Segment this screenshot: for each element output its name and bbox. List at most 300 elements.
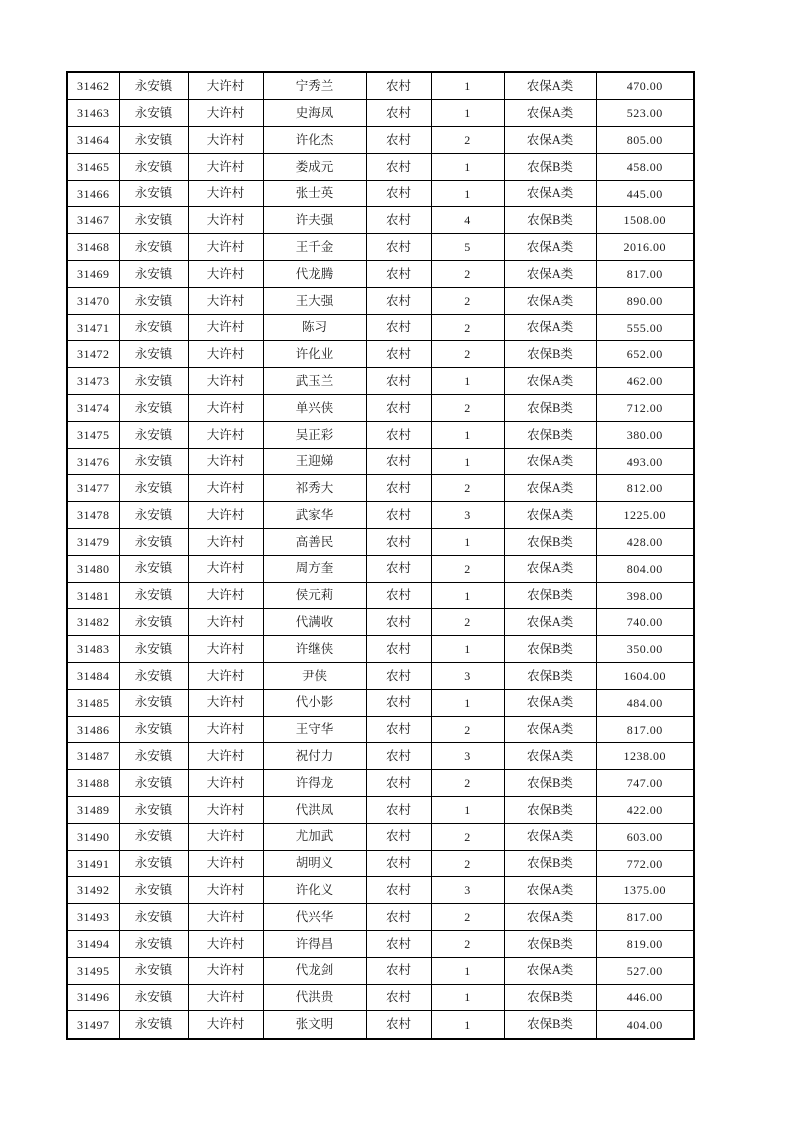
table-row	[67, 475, 694, 502]
cell-amount: 747.00	[596, 770, 694, 797]
cell-village: 大许村	[188, 984, 263, 1011]
cell-person-count: 1	[431, 72, 504, 100]
records-table	[66, 71, 695, 1040]
cell-village: 大许村	[188, 475, 263, 502]
cell-town: 永安镇	[119, 850, 188, 877]
cell-village: 大许村	[188, 314, 263, 341]
cell-person-count: 1	[431, 984, 504, 1011]
cell-residence-type: 农村	[366, 663, 431, 690]
cell-person-name: 娄成元	[263, 153, 366, 180]
table-row	[67, 1011, 694, 1039]
cell-serial-number: 31488	[67, 770, 119, 797]
cell-town: 永安镇	[119, 153, 188, 180]
table-row	[67, 850, 694, 877]
cell-town: 永安镇	[119, 502, 188, 529]
table-row	[67, 502, 694, 529]
cell-insurance-category: 农保B类	[504, 207, 596, 234]
cell-village: 大许村	[188, 261, 263, 288]
cell-person-count: 2	[431, 609, 504, 636]
cell-amount: 890.00	[596, 287, 694, 314]
cell-person-count: 2	[431, 314, 504, 341]
cell-person-count: 2	[431, 823, 504, 850]
cell-amount: 1225.00	[596, 502, 694, 529]
cell-amount: 1238.00	[596, 743, 694, 770]
cell-residence-type: 农村	[366, 877, 431, 904]
cell-serial-number: 31477	[67, 475, 119, 502]
cell-person-count: 3	[431, 743, 504, 770]
cell-town: 永安镇	[119, 475, 188, 502]
cell-insurance-category: 农保A类	[504, 234, 596, 261]
cell-person-count: 3	[431, 877, 504, 904]
table-row	[67, 716, 694, 743]
cell-residence-type: 农村	[366, 555, 431, 582]
cell-person-count: 5	[431, 234, 504, 261]
cell-town: 永安镇	[119, 368, 188, 395]
cell-person-count: 4	[431, 207, 504, 234]
cell-person-count: 1	[431, 797, 504, 824]
cell-amount: 817.00	[596, 716, 694, 743]
cell-person-name: 代兴华	[263, 904, 366, 931]
cell-person-name: 高善民	[263, 529, 366, 556]
cell-residence-type: 农村	[366, 609, 431, 636]
cell-village: 大许村	[188, 582, 263, 609]
cell-residence-type: 农村	[366, 207, 431, 234]
cell-person-name: 张文明	[263, 1011, 366, 1039]
cell-serial-number: 31489	[67, 797, 119, 824]
cell-village: 大许村	[188, 931, 263, 958]
cell-person-name: 祝付力	[263, 743, 366, 770]
cell-serial-number: 31497	[67, 1011, 119, 1039]
cell-serial-number: 31481	[67, 582, 119, 609]
cell-amount: 350.00	[596, 636, 694, 663]
cell-person-name: 侯元莉	[263, 582, 366, 609]
cell-village: 大许村	[188, 180, 263, 207]
cell-town: 永安镇	[119, 127, 188, 154]
cell-residence-type: 农村	[366, 984, 431, 1011]
cell-residence-type: 农村	[366, 180, 431, 207]
cell-insurance-category: 农保A类	[504, 609, 596, 636]
cell-person-name: 许化杰	[263, 127, 366, 154]
cell-town: 永安镇	[119, 743, 188, 770]
cell-insurance-category: 农保B类	[504, 850, 596, 877]
cell-insurance-category: 农保B类	[504, 636, 596, 663]
cell-town: 永安镇	[119, 770, 188, 797]
table-row	[67, 823, 694, 850]
cell-village: 大许村	[188, 957, 263, 984]
cell-village: 大许村	[188, 636, 263, 663]
cell-serial-number: 31487	[67, 743, 119, 770]
cell-person-count: 2	[431, 716, 504, 743]
cell-residence-type: 农村	[366, 261, 431, 288]
cell-person-count: 1	[431, 1011, 504, 1039]
cell-serial-number: 31492	[67, 877, 119, 904]
cell-residence-type: 农村	[366, 797, 431, 824]
cell-town: 永安镇	[119, 1011, 188, 1039]
table-row	[67, 207, 694, 234]
cell-person-name: 陈习	[263, 314, 366, 341]
cell-town: 永安镇	[119, 529, 188, 556]
cell-serial-number: 31469	[67, 261, 119, 288]
cell-amount: 817.00	[596, 904, 694, 931]
cell-person-name: 尤加武	[263, 823, 366, 850]
cell-amount: 603.00	[596, 823, 694, 850]
table-row	[67, 395, 694, 422]
table-row	[67, 100, 694, 127]
cell-residence-type: 农村	[366, 314, 431, 341]
cell-village: 大许村	[188, 716, 263, 743]
cell-serial-number: 31464	[67, 127, 119, 154]
cell-serial-number: 31471	[67, 314, 119, 341]
cell-person-count: 2	[431, 904, 504, 931]
cell-person-name: 王守华	[263, 716, 366, 743]
cell-town: 永安镇	[119, 716, 188, 743]
cell-serial-number: 31479	[67, 529, 119, 556]
cell-person-name: 代洪凤	[263, 797, 366, 824]
cell-village: 大许村	[188, 823, 263, 850]
cell-residence-type: 农村	[366, 957, 431, 984]
cell-person-name: 代洪贵	[263, 984, 366, 1011]
cell-insurance-category: 农保A类	[504, 877, 596, 904]
cell-amount: 428.00	[596, 529, 694, 556]
cell-serial-number: 31474	[67, 395, 119, 422]
cell-residence-type: 农村	[366, 153, 431, 180]
cell-village: 大许村	[188, 609, 263, 636]
cell-insurance-category: 农保B类	[504, 395, 596, 422]
cell-residence-type: 农村	[366, 475, 431, 502]
cell-insurance-category: 农保A类	[504, 180, 596, 207]
cell-amount: 712.00	[596, 395, 694, 422]
table-row	[67, 743, 694, 770]
cell-village: 大许村	[188, 743, 263, 770]
table-row	[67, 261, 694, 288]
cell-town: 永安镇	[119, 582, 188, 609]
table-row	[67, 984, 694, 1011]
cell-residence-type: 农村	[366, 823, 431, 850]
cell-person-name: 胡明义	[263, 850, 366, 877]
cell-insurance-category: 农保B类	[504, 1011, 596, 1039]
cell-town: 永安镇	[119, 689, 188, 716]
cell-amount: 1508.00	[596, 207, 694, 234]
cell-person-count: 3	[431, 502, 504, 529]
cell-serial-number: 31491	[67, 850, 119, 877]
cell-person-count: 2	[431, 261, 504, 288]
cell-village: 大许村	[188, 368, 263, 395]
cell-town: 永安镇	[119, 555, 188, 582]
cell-insurance-category: 农保A类	[504, 743, 596, 770]
cell-residence-type: 农村	[366, 582, 431, 609]
cell-village: 大许村	[188, 448, 263, 475]
cell-amount: 804.00	[596, 555, 694, 582]
cell-amount: 555.00	[596, 314, 694, 341]
cell-town: 永安镇	[119, 287, 188, 314]
cell-person-name: 张士英	[263, 180, 366, 207]
cell-amount: 445.00	[596, 180, 694, 207]
table-row	[67, 529, 694, 556]
cell-village: 大许村	[188, 153, 263, 180]
cell-person-count: 3	[431, 663, 504, 690]
cell-insurance-category: 农保B类	[504, 341, 596, 368]
cell-village: 大许村	[188, 689, 263, 716]
cell-person-name: 代满收	[263, 609, 366, 636]
cell-amount: 772.00	[596, 850, 694, 877]
cell-person-count: 1	[431, 689, 504, 716]
cell-insurance-category: 农保B类	[504, 421, 596, 448]
cell-town: 永安镇	[119, 636, 188, 663]
cell-insurance-category: 农保B类	[504, 529, 596, 556]
cell-amount: 404.00	[596, 1011, 694, 1039]
cell-person-name: 宁秀兰	[263, 72, 366, 100]
cell-residence-type: 农村	[366, 72, 431, 100]
cell-serial-number: 31467	[67, 207, 119, 234]
cell-residence-type: 农村	[366, 502, 431, 529]
table-row	[67, 127, 694, 154]
cell-village: 大许村	[188, 770, 263, 797]
cell-person-name: 代小影	[263, 689, 366, 716]
cell-person-name: 武玉兰	[263, 368, 366, 395]
cell-serial-number: 31470	[67, 287, 119, 314]
cell-village: 大许村	[188, 127, 263, 154]
cell-person-count: 2	[431, 127, 504, 154]
cell-village: 大许村	[188, 1011, 263, 1039]
cell-person-name: 许夫强	[263, 207, 366, 234]
table-row	[67, 341, 694, 368]
cell-amount: 398.00	[596, 582, 694, 609]
cell-residence-type: 农村	[366, 127, 431, 154]
table-row	[67, 904, 694, 931]
table-row	[67, 636, 694, 663]
cell-serial-number: 31462	[67, 72, 119, 100]
cell-amount: 470.00	[596, 72, 694, 100]
cell-residence-type: 农村	[366, 529, 431, 556]
cell-town: 永安镇	[119, 234, 188, 261]
table-row	[67, 448, 694, 475]
cell-village: 大许村	[188, 234, 263, 261]
cell-insurance-category: 农保B类	[504, 582, 596, 609]
cell-person-count: 1	[431, 529, 504, 556]
cell-person-name: 许得龙	[263, 770, 366, 797]
cell-amount: 380.00	[596, 421, 694, 448]
cell-insurance-category: 农保A类	[504, 261, 596, 288]
cell-serial-number: 31494	[67, 931, 119, 958]
cell-town: 永安镇	[119, 314, 188, 341]
cell-amount: 805.00	[596, 127, 694, 154]
cell-residence-type: 农村	[366, 850, 431, 877]
cell-insurance-category: 农保A类	[504, 368, 596, 395]
cell-town: 永安镇	[119, 395, 188, 422]
cell-amount: 493.00	[596, 448, 694, 475]
cell-amount: 527.00	[596, 957, 694, 984]
cell-person-name: 许化义	[263, 877, 366, 904]
cell-town: 永安镇	[119, 180, 188, 207]
cell-insurance-category: 农保B类	[504, 797, 596, 824]
cell-residence-type: 农村	[366, 689, 431, 716]
cell-insurance-category: 农保A类	[504, 287, 596, 314]
cell-insurance-category: 农保A类	[504, 716, 596, 743]
cell-insurance-category: 农保A类	[504, 904, 596, 931]
cell-person-count: 1	[431, 636, 504, 663]
cell-insurance-category: 农保A类	[504, 502, 596, 529]
table-row	[67, 153, 694, 180]
cell-person-name: 许得昌	[263, 931, 366, 958]
cell-amount: 812.00	[596, 475, 694, 502]
cell-insurance-category: 农保B类	[504, 770, 596, 797]
cell-town: 永安镇	[119, 421, 188, 448]
cell-person-name: 代龙腾	[263, 261, 366, 288]
cell-serial-number: 31476	[67, 448, 119, 475]
cell-town: 永安镇	[119, 100, 188, 127]
cell-village: 大许村	[188, 341, 263, 368]
cell-person-count: 2	[431, 931, 504, 958]
cell-person-count: 2	[431, 555, 504, 582]
table-row	[67, 689, 694, 716]
cell-person-count: 1	[431, 153, 504, 180]
cell-person-count: 1	[431, 582, 504, 609]
cell-person-count: 1	[431, 180, 504, 207]
cell-insurance-category: 农保A类	[504, 957, 596, 984]
cell-person-name: 吴正彩	[263, 421, 366, 448]
table-row	[67, 72, 694, 100]
cell-person-name: 史海凤	[263, 100, 366, 127]
cell-residence-type: 农村	[366, 395, 431, 422]
cell-residence-type: 农村	[366, 904, 431, 931]
cell-amount: 740.00	[596, 609, 694, 636]
cell-village: 大许村	[188, 555, 263, 582]
cell-residence-type: 农村	[366, 421, 431, 448]
cell-serial-number: 31485	[67, 689, 119, 716]
cell-residence-type: 农村	[366, 716, 431, 743]
cell-residence-type: 农村	[366, 743, 431, 770]
cell-person-name: 许化业	[263, 341, 366, 368]
cell-person-name: 王迎娣	[263, 448, 366, 475]
cell-village: 大许村	[188, 395, 263, 422]
cell-amount: 817.00	[596, 261, 694, 288]
cell-serial-number: 31473	[67, 368, 119, 395]
cell-person-name: 代龙剑	[263, 957, 366, 984]
cell-village: 大许村	[188, 663, 263, 690]
cell-town: 永安镇	[119, 663, 188, 690]
cell-insurance-category: 农保A类	[504, 72, 596, 100]
cell-insurance-category: 农保A类	[504, 127, 596, 154]
cell-insurance-category: 农保B类	[504, 663, 596, 690]
cell-amount: 819.00	[596, 931, 694, 958]
cell-village: 大许村	[188, 797, 263, 824]
cell-insurance-category: 农保A类	[504, 448, 596, 475]
cell-town: 永安镇	[119, 448, 188, 475]
table-row	[67, 582, 694, 609]
cell-village: 大许村	[188, 100, 263, 127]
cell-person-count: 2	[431, 770, 504, 797]
table-row	[67, 877, 694, 904]
cell-amount: 2016.00	[596, 234, 694, 261]
table-row	[67, 287, 694, 314]
cell-insurance-category: 农保A类	[504, 475, 596, 502]
table-row	[67, 234, 694, 261]
cell-insurance-category: 农保A类	[504, 555, 596, 582]
cell-town: 永安镇	[119, 341, 188, 368]
cell-residence-type: 农村	[366, 341, 431, 368]
table-row	[67, 555, 694, 582]
cell-serial-number: 31483	[67, 636, 119, 663]
cell-residence-type: 农村	[366, 234, 431, 261]
cell-town: 永安镇	[119, 877, 188, 904]
cell-town: 永安镇	[119, 609, 188, 636]
cell-insurance-category: 农保A类	[504, 823, 596, 850]
cell-amount: 1604.00	[596, 663, 694, 690]
cell-village: 大许村	[188, 529, 263, 556]
cell-serial-number: 31472	[67, 341, 119, 368]
cell-serial-number: 31493	[67, 904, 119, 931]
cell-person-name: 祁秀大	[263, 475, 366, 502]
cell-serial-number: 31490	[67, 823, 119, 850]
cell-village: 大许村	[188, 850, 263, 877]
cell-serial-number: 31478	[67, 502, 119, 529]
cell-insurance-category: 农保A类	[504, 314, 596, 341]
cell-person-count: 1	[431, 421, 504, 448]
table-row	[67, 957, 694, 984]
cell-village: 大许村	[188, 287, 263, 314]
cell-village: 大许村	[188, 72, 263, 100]
cell-residence-type: 农村	[366, 448, 431, 475]
cell-insurance-category: 农保B类	[504, 931, 596, 958]
cell-insurance-category: 农保A类	[504, 100, 596, 127]
table-row	[67, 797, 694, 824]
cell-person-count: 1	[431, 448, 504, 475]
cell-village: 大许村	[188, 207, 263, 234]
cell-person-count: 2	[431, 850, 504, 877]
cell-serial-number: 31484	[67, 663, 119, 690]
cell-residence-type: 农村	[366, 368, 431, 395]
cell-village: 大许村	[188, 877, 263, 904]
table-row	[67, 421, 694, 448]
cell-insurance-category: 农保B类	[504, 984, 596, 1011]
cell-serial-number: 31468	[67, 234, 119, 261]
cell-serial-number: 31496	[67, 984, 119, 1011]
cell-town: 永安镇	[119, 931, 188, 958]
table-row	[67, 663, 694, 690]
cell-town: 永安镇	[119, 823, 188, 850]
table-row	[67, 931, 694, 958]
cell-village: 大许村	[188, 904, 263, 931]
records-table-body	[67, 72, 694, 1039]
cell-village: 大许村	[188, 502, 263, 529]
table-row	[67, 368, 694, 395]
cell-town: 永安镇	[119, 207, 188, 234]
cell-serial-number: 31466	[67, 180, 119, 207]
cell-person-name: 王大强	[263, 287, 366, 314]
cell-residence-type: 农村	[366, 636, 431, 663]
cell-amount: 458.00	[596, 153, 694, 180]
cell-person-count: 1	[431, 100, 504, 127]
cell-residence-type: 农村	[366, 770, 431, 797]
table-row	[67, 314, 694, 341]
cell-amount: 523.00	[596, 100, 694, 127]
cell-town: 永安镇	[119, 797, 188, 824]
cell-insurance-category: 农保A类	[504, 689, 596, 716]
cell-serial-number: 31463	[67, 100, 119, 127]
cell-person-count: 2	[431, 341, 504, 368]
cell-amount: 446.00	[596, 984, 694, 1011]
cell-person-name: 武家华	[263, 502, 366, 529]
cell-amount: 462.00	[596, 368, 694, 395]
cell-person-name: 王千金	[263, 234, 366, 261]
cell-serial-number: 31475	[67, 421, 119, 448]
cell-person-count: 1	[431, 957, 504, 984]
cell-amount: 422.00	[596, 797, 694, 824]
cell-person-name: 单兴侠	[263, 395, 366, 422]
cell-person-count: 2	[431, 287, 504, 314]
table-row	[67, 609, 694, 636]
cell-town: 永安镇	[119, 261, 188, 288]
